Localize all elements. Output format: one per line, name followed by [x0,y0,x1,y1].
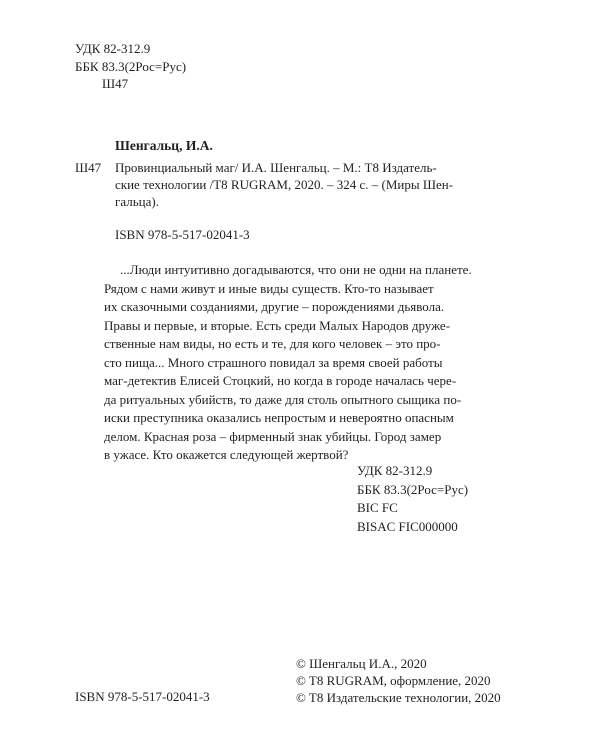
classification-codes-bottom [357,462,468,536]
author-heading: Шенгальц, И.А. [115,138,213,153]
annotation-line: ...Люди интуитивно догадываются, что они не одни на планете. [120,262,472,277]
copyright-line: © Шенгальц И.А., 2020 [296,656,427,671]
copyright-line: © T8 Издательские технологии, 2020 [296,690,501,705]
isbn-bottom: ISBN 978-5-517-02041-3 [75,689,210,704]
entry-isbn: ISBN 978-5-517-02041-3 [115,227,250,242]
copyright-block [296,655,501,706]
annotation-line: их сказочными созданиями, другие – порождениями дьявола. [104,299,445,314]
annotation-line: да ритуальных убийств, то даже для столь опытного сыщика по- [104,391,462,407]
cutter-code: Ш47 [102,76,129,91]
annotation-paragraph [104,261,524,465]
bisac-code: BISAC FIC000000 [357,518,458,534]
bic-code: BIC FC [357,500,398,515]
classification-codes-top [75,40,186,93]
annotation-line: Рядом с нами живут и иные виды существ. Кто-то называет [104,280,434,296]
annotation-line: делом. Красная роза – фирменный знак убийцы. Город замер [104,428,442,444]
entry-line: ские технологии /T8 RUGRAM, 2020. – 324 с. – (Миры Шен- [115,177,453,192]
annotation-line: сто пища... Много страшного повидал за время своей работы [104,354,443,370]
annotation-line: маг-детектив Елисей Стоцкий, но когда в городе началась чере- [104,373,457,388]
entry-line: гальца). [115,194,159,209]
annotation-line: Правы и первые, и вторые. Есть среди Малых Народов друже- [104,317,451,333]
bbk-code: ББК 83.3(2Рос=Рус) [357,481,469,497]
annotation-line: иски преступника оказались непростым и невероятно опасным [104,410,454,425]
udk-code: УДК 82-312.9 [75,41,151,56]
annotation-line: в ужасе. Кто окажется следующей жертвой? [104,447,349,462]
entry-line: Провинциальный маг/ И.А. Шенгальц. – М.: T8 Издатель- [115,160,437,175]
bbk-code: ББК 83.3(2Рос=Рус) [75,58,187,74]
annotation-line: ственные нам виды, но есть и те, для кого человек – это про- [104,336,441,351]
udk-code: УДК 82-312.9 [357,463,433,478]
bibliographic-entry [115,159,525,210]
entry-cutter-code: Ш47 [75,160,102,175]
copyright-line: © T8 RUGRAM, оформление, 2020 [296,673,491,688]
